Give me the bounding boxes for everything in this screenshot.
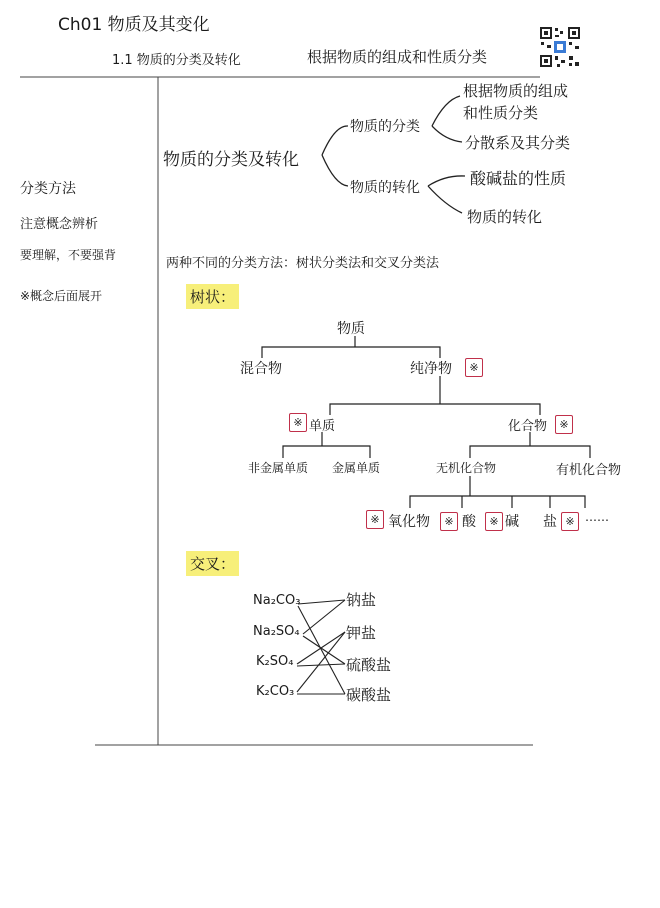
cross-right-item: 钠盐 bbox=[346, 591, 377, 609]
mindmap-leaf-composition-2: 和性质分类 bbox=[463, 104, 539, 122]
tree-inorganic: 无机化合物 bbox=[436, 461, 497, 475]
cross-right-item: 碳酸盐 bbox=[346, 686, 392, 704]
cross-left-item: K₂CO₃ bbox=[256, 684, 295, 699]
tree-mark-compound: ※ bbox=[555, 415, 573, 434]
sidebar-item-concept: 注意概念辨析 bbox=[20, 217, 99, 232]
mindmap-branch-conversion: 物质的转化 bbox=[350, 180, 420, 196]
cross-left-item: K₂SO₄ bbox=[256, 654, 294, 669]
mindmap-leaf-acid-base-salt: 酸碱盐的性质 bbox=[470, 169, 567, 188]
cross-right-item: 钾盐 bbox=[346, 624, 377, 642]
mindmap-leaf-composition-1: 根据物质的组成 bbox=[463, 82, 569, 100]
cross-heading: 交叉： bbox=[186, 551, 239, 576]
tree-mixture: 混合物 bbox=[240, 361, 282, 377]
tree-organic: 有机化合物 bbox=[556, 463, 622, 478]
cross-left-item: Na₂CO₃ bbox=[253, 593, 301, 608]
tree-metal: 金属单质 bbox=[332, 461, 381, 475]
tree-acid: 酸 bbox=[462, 514, 476, 530]
tree-mark-oxide: ※ bbox=[366, 510, 384, 529]
section-note: 根据物质的组成和性质分类 bbox=[307, 48, 488, 66]
tree-compound: 化合物 bbox=[508, 419, 548, 434]
methods-line: 两种不同的分类方法：树状分类法和交叉分类法 bbox=[166, 256, 440, 271]
mindmap-leaf-conversion: 物质的转化 bbox=[467, 208, 543, 226]
tree-mark-element: ※ bbox=[289, 413, 307, 432]
tree-pure: 纯净物 bbox=[410, 361, 452, 377]
cross-right-item: 硫酸盐 bbox=[346, 656, 392, 674]
tree-mark-salt: ※ bbox=[561, 512, 579, 531]
tree-mark-oxide-2: ※ bbox=[440, 512, 458, 531]
qr-code-icon[interactable] bbox=[539, 26, 581, 68]
mindmap-root: 物质的分类及转化 bbox=[163, 150, 299, 170]
mindmap-branch-classification: 物质的分类 bbox=[350, 119, 420, 135]
mindmap-leaf-dispersion: 分散系及其分类 bbox=[465, 134, 571, 152]
tree-root: 物质 bbox=[337, 321, 365, 337]
tree-heading: 树状： bbox=[186, 284, 239, 309]
tree-salt: 盐 bbox=[543, 514, 557, 530]
tree-mark-acid: ※ bbox=[485, 512, 503, 531]
tree-element: 单质 bbox=[309, 419, 336, 434]
sidebar-item-understand: 要理解，不要强背 bbox=[20, 248, 117, 262]
tree-nonmetal: 非金属单质 bbox=[248, 461, 309, 475]
chapter-title: Ch01 物质及其变化 bbox=[58, 15, 210, 35]
tree-mark-pure: ※ bbox=[465, 358, 483, 377]
tree-base: 碱 bbox=[505, 514, 519, 530]
sidebar-item-method: 分类方法 bbox=[20, 181, 76, 197]
section-title: 1.1 物质的分类及转化 bbox=[112, 53, 241, 68]
tree-ellipsis: …… bbox=[585, 510, 609, 524]
sidebar-item-note: ※概念后面展开 bbox=[20, 289, 103, 303]
cross-left-item: Na₂SO₄ bbox=[253, 624, 300, 639]
tree-oxide: 氧化物 bbox=[388, 514, 430, 530]
